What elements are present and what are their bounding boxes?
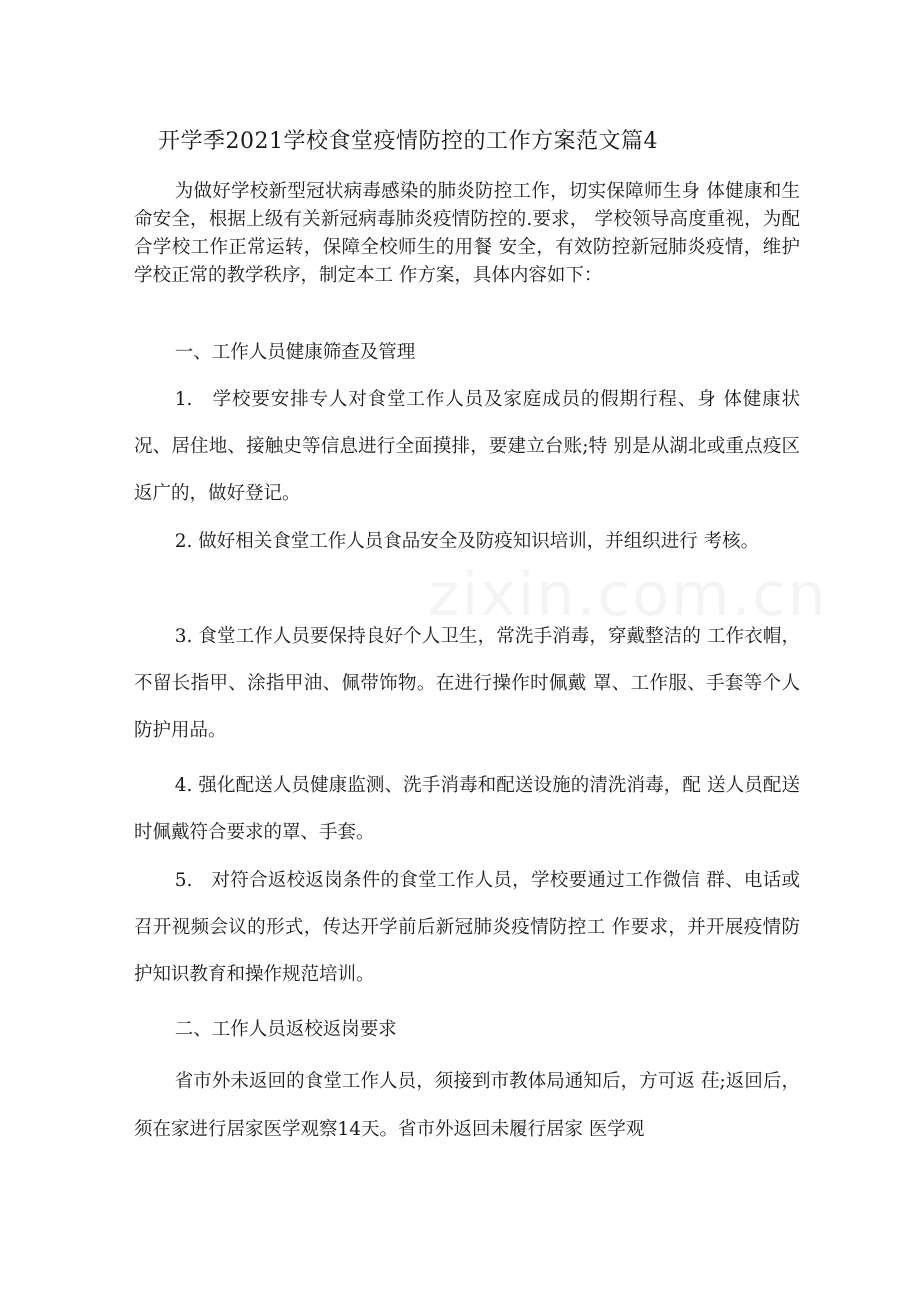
list-item-1: 1. 学校要安排专人对食堂工作人员及家庭成员的假期行程、身 体健康状况、居住地、接触史等信息进行全面摸排，要建立台账;特 别是从湖北或重点疫区返广的，做好登记。: [134, 389, 800, 504]
list-item-5: 5. 对符合返校返岗条件的食堂工作人员，学校要通过工作微信 群、电话或召开视频会议的形式，传达开学前后新冠肺炎疫情防控工 作要求，并开展疫情防护知识教育和操作规范培训。: [134, 870, 800, 985]
section-heading-1: 一、工作人员健康筛查及管理: [174, 342, 416, 363]
intro-paragraph: 为做好学校新型冠状病毒感染的肺炎防控工作，切实保障师生身 体健康和生命安全，根据上级有关新冠病毒肺炎疫情防控的.要求， 学校领导高度重视，为配合学校工作正常运转，保障全校师生的用餐 安全，有效防控新冠肺炎疫情，维护学校正常的教学秩序，制定本工 作方案，具体内容如下：: [134, 181, 800, 286]
document-title: 开学季2021学校食堂疫情防控的工作方案范文篇4: [158, 129, 658, 154]
list-item-4: 4. 强化配送人员健康监测、洗手消毒和配送设施的清洗消毒，配 送人员配送时佩戴符合要求的罩、手套。: [134, 775, 800, 843]
section-heading-2: 二、工作人员返校返岗要求: [174, 1019, 397, 1040]
list-item-2: 2. 做好相关食堂工作人员食品安全及防疫知识培训，并组织进行 考核。: [174, 531, 760, 552]
body-paragraph-last: 省市外未返回的食堂工作人员，须接到市教体局通知后，方可返 茌;返回后，须在家进行居家医学观察14天。省市外返回未履行居家 医学观: [134, 1071, 800, 1140]
list-item-3: 3. 食堂工作人员要保持良好个人卫生，常洗手消毒，穿戴整洁的 工作衣帽，不留长指甲、涂指甲油、佩带饰物。在进行操作时佩戴 罩、工作服、手套等个人防护用品。: [134, 626, 800, 741]
